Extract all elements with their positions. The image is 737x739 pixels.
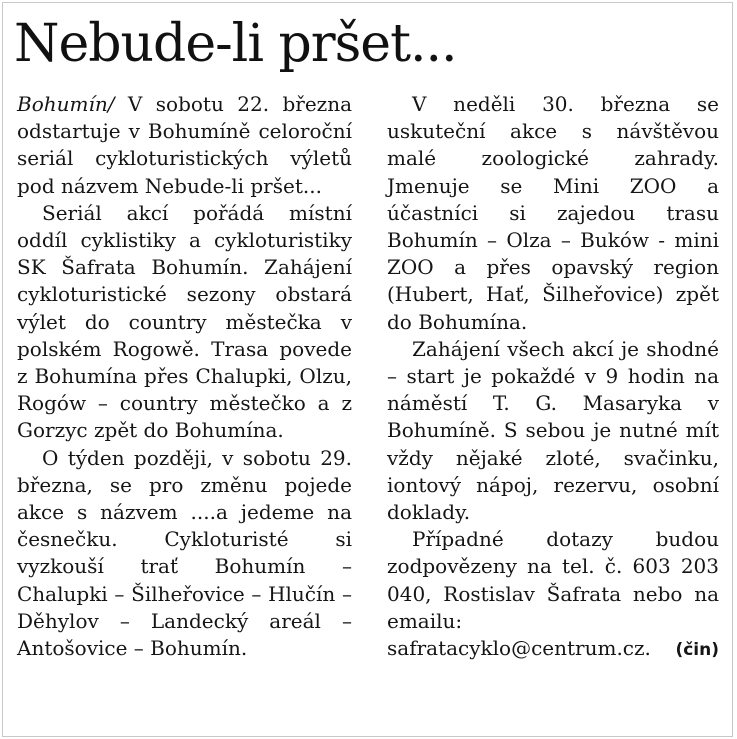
paragraph-intro-text: V sobotu 22. března odstartuje v Bohumíně celoroční seriál cykloturistických výletů pod názvem Nebude-li pršet... bbox=[17, 92, 352, 198]
paragraph-contact: Případné dotazy budou zodpovězeny na tel. č. 603 203 040, Rostislav Šafrata nebo na emailu: bbox=[387, 527, 719, 633]
paragraph-second-ride: O týden později, v sobotu 29. března, se pro změnu pojede akce s názvem ....a jedeme na česnečku. Cykloturisté si vyzkouší trať Bohumín – Chalupki – Šilheřovice – Hlučín – Děhylov – Landecký areál – Antošovice – Bohumín. bbox=[17, 445, 352, 661]
article-body bbox=[17, 91, 352, 662]
article-headline: Nebude-li pršet... bbox=[14, 14, 457, 74]
author-signature: (čin) bbox=[675, 640, 719, 661]
paragraph-start-info: Zahájení všech akcí je shodné – start je pokaždé v 9 hodin na náměstí T. G. Masaryka v Bohumíně. S sebou je nutné mít vždy nějaké zloté, svačinku, iontový nápoj, rezervu, osobní doklady. bbox=[387, 336, 719, 525]
paragraph-intro bbox=[17, 91, 352, 200]
email-line bbox=[387, 635, 719, 664]
dateline: Bohumín/ bbox=[17, 92, 115, 116]
paragraph-organizer: Seriál akcí pořádá místní oddíl cyklistiky a cykloturistiky SK Šafrata Bohumín. Zahájení cykloturistické sezony obstará výlet do country městečka v polském Rogowě. Trasa povede z Bohumína přes Chalupki, Olzu, Rogów – country městečko a z Gorzyc zpět do Bohumína. bbox=[17, 200, 352, 443]
paragraph-third-ride: V neděli 30. března se uskuteční akce s návštěvou malé zoologické zahrady. Jmenuje se Mini ZOO a účastníci si zajedou trasu Bohumín – Olza – Buków - mini ZOO a přes opavský region (Hubert, Hať, Šilheřovice) zpět do Bohumína. bbox=[387, 92, 719, 334]
contact-email[interactable]: safratacyklo@centrum.cz. bbox=[387, 636, 651, 661]
article-body-continued bbox=[387, 91, 719, 664]
